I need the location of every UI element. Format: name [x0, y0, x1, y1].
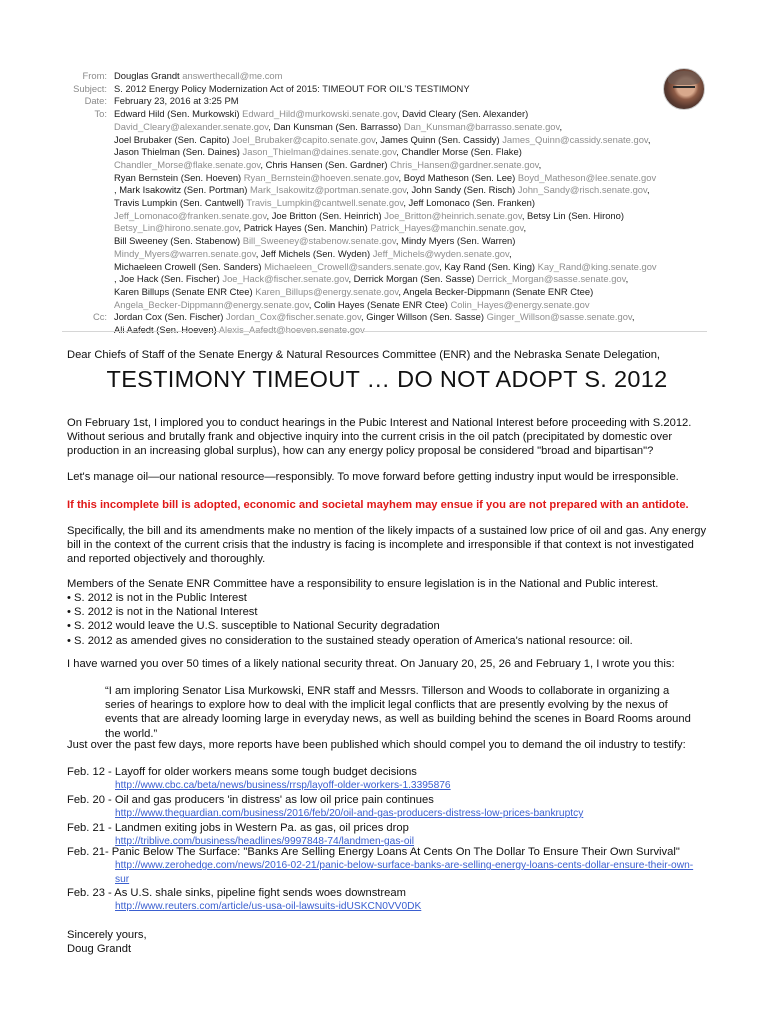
recipient-email[interactable]: Boyd_Matheson@lee.senate.gov — [517, 171, 657, 183]
report-item — [67, 886, 707, 914]
recipient-name[interactable]: Karen Billups (Senate ENR Ctee) — [114, 285, 256, 297]
closing: Sincerely yours, — [67, 929, 147, 941]
recipient-name[interactable]: , James Quinn (Sen. Cassidy) — [375, 133, 503, 145]
recipient-email[interactable]: Bill_Sweeney@stabenow.senate.gov — [242, 235, 396, 247]
recipient-line — [114, 235, 704, 248]
paragraph-1: On February 1st, I implored you to conduct hearings in the Pubic Interest and National Interest before proceeding with S.2012. Without serious and brutally frank and objective inquiry into the current crisis in the oil patch (precipitated by domestic over production in an increasing global surplus), how can any energy policy proposal be considered "broad and bipartisan"? — [67, 417, 692, 458]
recipient-email[interactable]: James_Quinn@cassidy.senate.gov — [502, 133, 648, 145]
recipient-line — [114, 121, 704, 134]
recipient-email[interactable]: Joel_Brubaker@capito.senate.gov — [232, 133, 376, 145]
report-link[interactable]: http://www.cbc.ca/beta/news/business/rrsp/layoff-older-workers-1.3395876 — [115, 780, 451, 792]
recipient-line — [114, 299, 704, 312]
recipient-email[interactable]: John_Sandy@risch.senate.gov — [517, 184, 648, 196]
date-row — [0, 95, 704, 108]
to-recipient-list[interactable] — [114, 108, 704, 311]
recipient-email[interactable]: Ryan_Bernstein@hoeven.senate.gov — [243, 171, 399, 183]
recipient-line — [114, 108, 704, 121]
recipient-email[interactable]: Jeff_Lomonaco@franken.senate.gov — [114, 209, 267, 221]
recipient-name[interactable]: , — [509, 247, 512, 259]
subject-label: Subject: — [73, 82, 107, 94]
recipient-name[interactable]: , Mark Isakowitz (Sen. Portman) — [114, 184, 250, 196]
recipient-line — [114, 184, 704, 197]
recipient-email[interactable]: Edward_Hild@murkowski.senate.gov — [242, 108, 397, 120]
recipient-name[interactable]: , — [523, 222, 527, 234]
cc-row — [0, 311, 704, 336]
recipient-line — [114, 248, 704, 261]
date-text: February 23, 2016 at 3:25 PM — [114, 95, 239, 107]
recipient-line — [114, 273, 704, 286]
recipient-name[interactable]: , Patrick Hayes (Sen. Manchin) — [238, 222, 371, 234]
avatar-hair-shape — [668, 71, 700, 85]
report-link[interactable]: http://triblive.com/business/headlines/9997848-74/landmen-gas-oil — [115, 836, 415, 848]
recipient-name[interactable]: , Derrick Morgan (Sen. Sasse) — [348, 273, 478, 285]
cc-label: Cc: — [92, 311, 107, 323]
report-link[interactable]: http://www.theguardian.com/business/2016/feb/20/oil-and-gas-producers-distress-low-prices-bankruptcy — [115, 808, 584, 820]
recipient-name[interactable]: Joel Brubaker (Sen. Capito) — [114, 133, 233, 145]
recipient-name[interactable]: , — [538, 158, 542, 170]
recipient-name[interactable]: , Kay Rand (Sen. King) — [439, 260, 538, 272]
paragraph-6: Just over the past few days, more reports have been published which should compel you to demand the oil industry to testify: — [67, 739, 686, 751]
recipient-email[interactable]: David_Cleary@alexander.senate.gov — [114, 120, 269, 132]
recipient-email[interactable]: Colin_Hayes@energy.senate.gov — [450, 298, 590, 310]
recipient-line — [114, 311, 704, 324]
bullet-list — [67, 591, 707, 648]
recipient-email[interactable]: Betsy_Lin@hirono.senate.gov — [114, 222, 239, 234]
block-quote: “I am imploring Senator Lisa Murkowski, ENR staff and Messrs. Tillerson and Woods to collaborate in organizing a series of hearings to explore how to deal with the implicit legal conflicts that are presently evolving by the nexus of events that are already looming large in everyday news, as well as building behind the scenes in Board Rooms around the world.” — [105, 685, 691, 740]
recipient-email[interactable]: Mindy_Myers@warren.senate.gov — [114, 247, 256, 259]
recipient-name[interactable]: , Angela Becker-Dippmann (Senate ENR Ctee) — [398, 285, 594, 297]
recipient-email[interactable]: Alexis_Aafedt@hoeven.senate.gov — [218, 324, 365, 335]
recipient-name[interactable]: , Boyd Matheson (Sen. Lee) — [398, 171, 518, 183]
recipient-email[interactable]: Dan_Kunsman@barrasso.senate.gov — [403, 120, 560, 132]
recipient-name[interactable]: , Joe Hack (Sen. Fischer) — [114, 273, 223, 285]
warning-text: If this incomplete bill is adopted, economic and societal mayhem may ensue if you are not prepared with an antidote. — [67, 499, 689, 511]
recipient-line — [114, 261, 704, 274]
sender-avatar — [663, 68, 705, 110]
recipient-name[interactable]: , Betsy Lin (Sen. Hirono) — [521, 209, 624, 221]
recipient-email[interactable]: Jeff_Michels@wyden.senate.gov — [372, 247, 510, 259]
recipient-email[interactable]: Patrick_Hayes@manchin.senate.gov — [370, 222, 524, 234]
salutation: Dear Chiefs of Staff of the Senate Energy & Natural Resources Committee (ENR) and the Nebraska Senate Delegation, — [67, 349, 661, 361]
recipient-email[interactable]: Mark_Isakowitz@portman.senate.gov — [249, 184, 407, 196]
recipient-name[interactable]: , John Sandy (Sen. Risch) — [406, 184, 518, 196]
recipient-email[interactable]: Jordan_Cox@fischer.senate.gov — [226, 311, 361, 323]
header-divider — [62, 331, 707, 332]
from-row — [0, 70, 704, 83]
recipient-name[interactable]: Jordan Cox (Sen. Fischer) — [114, 311, 227, 323]
bullet-item: • S. 2012 as amended gives no consideration to the sustained steady operation of America's national resource: oil. — [67, 634, 633, 647]
report-title: Feb. 20 - Oil and gas producers 'in distress' as low oil price pain continues — [67, 794, 434, 806]
recipient-name[interactable]: , — [631, 311, 635, 323]
recipient-name[interactable]: , Jeff Michels (Sen. Wyden) — [255, 247, 373, 259]
recipient-name[interactable]: , Chris Hansen (Sen. Gardner) — [260, 158, 391, 170]
report-title: Feb. 21- Panic Below The Surface: "Banks Are Selling Energy Loans At Cents On The Dollar To Ensure Their Own Survival" — [67, 846, 680, 858]
recipient-name[interactable]: Edward Hild (Sen. Murkowski) — [114, 108, 243, 120]
recipient-name[interactable]: , Joe Britton (Sen. Heinrich) — [266, 209, 385, 221]
recipient-name[interactable]: Travis Lumpkin (Sen. Cantwell) — [114, 197, 247, 209]
recipient-name[interactable]: , Mindy Myers (Sen. Warren) — [395, 235, 516, 247]
recipient-name[interactable]: , — [647, 133, 651, 145]
from-label: From: — [82, 70, 107, 81]
recipient-name[interactable]: , — [647, 184, 650, 196]
report-title: Feb. 12 - Layoff for older workers means some tough budget decisions — [67, 766, 417, 778]
subject-row — [0, 83, 704, 96]
report-item — [67, 765, 707, 793]
recipient-name[interactable]: , Jeff Lomonaco (Sen. Franken) — [403, 197, 535, 209]
report-link[interactable]: http://www.zerohedge.com/news/2016-02-21/panic-below-surface-banks-are-selling-energy-loans-cents-dollar-ensure-their-own-sur — [115, 860, 694, 886]
recipient-email[interactable]: Travis_Lumpkin@cantwell.senate.gov — [246, 197, 404, 209]
recipient-line — [114, 286, 704, 299]
recipient-name[interactable]: , Ginger Willson (Sen. Sasse) — [360, 311, 487, 323]
report-item — [67, 793, 707, 821]
recipient-line — [114, 210, 704, 223]
recipient-email[interactable]: Ginger_Willson@sasse.senate.gov — [486, 311, 632, 323]
recipient-email[interactable]: Joe_Britton@heinrich.senate.gov — [384, 209, 522, 221]
bullet-item: • S. 2012 would leave the U.S. susceptible to National Security degradation — [67, 620, 440, 633]
recipient-email[interactable]: Chris_Hansen@gardner.senate.gov — [390, 158, 539, 170]
recipient-email[interactable]: Joe_Hack@fischer.senate.gov — [222, 273, 349, 285]
recipient-name[interactable]: Ryan Bernstein (Sen. Hoeven) — [114, 171, 244, 183]
report-title: Feb. 21 - Landmen exiting jobs in Western Pa. as gas, oil prices drop — [67, 822, 409, 834]
paragraph-5: I have warned you over 50 times of a likely national security threat. On January 20, 25, 26 and February 1, I wrote you this: — [67, 658, 675, 670]
recipient-name[interactable]: , Dan Kunsman (Sen. Barrasso) — [268, 120, 404, 132]
headline: TESTIMONY TIMEOUT … DO NOT ADOPT S. 2012 — [106, 366, 668, 392]
recipient-name[interactable]: Bill Sweeney (Sen. Stabenow) — [114, 235, 243, 247]
recipient-email[interactable]: Kay_Rand@king.senate.gov — [537, 260, 657, 272]
recipient-name[interactable]: Ali Aafedt (Sen. Hoeven) — [114, 324, 219, 335]
sender-name[interactable]: Douglas Grandt — [114, 70, 180, 81]
recipient-line — [114, 134, 704, 147]
report-link[interactable]: http://www.reuters.com/article/us-usa-oil-lawsuits-idUSKCN0VV0DK — [115, 901, 422, 913]
sender-email[interactable]: answerthecall@me.com — [182, 70, 283, 81]
date-label: Date: — [84, 95, 107, 107]
paragraph-4-intro: Members of the Senate ENR Committee have a responsibility to ensure legislation is in the National and Public interest. — [67, 578, 659, 590]
recipient-name[interactable]: , David Cleary (Sen. Alexander) — [396, 108, 529, 120]
to-row — [0, 108, 704, 311]
recipient-name[interactable]: Jason Thielman (Sen. Daines) — [114, 146, 243, 158]
recipient-email[interactable]: Angela_Becker-Dippmann@energy.senate.gov — [114, 298, 309, 310]
recipient-line — [114, 159, 704, 172]
recipient-name[interactable]: , — [559, 120, 563, 132]
report-title: Feb. 23 - As U.S. shale sinks, pipeline fight sends woes downstream — [67, 887, 406, 899]
recipient-line — [114, 222, 704, 235]
subject-text: S. 2012 Energy Policy Modernization Act of 2015: TIMEOUT FOR OIL'S TESTIMONY — [114, 82, 470, 94]
recipient-name[interactable]: , Chandler Morse (Sen. Flake) — [396, 146, 522, 158]
recipient-name[interactable]: Michaeleen Crowell (Sen. Sanders) — [114, 260, 265, 272]
paragraph-3: Specifically, the bill and its amendments make no mention of the likely impacts of a sustained low price of oil and gas. Any energy bill in the context of the current crisis that the industry is facing is incomplete and irresponsible if that context is not investigated and reported objectively and thoroughly. — [67, 525, 707, 566]
recipient-email[interactable]: Derrick_Morgan@sasse.senate.gov — [477, 273, 626, 285]
recipient-email[interactable]: Jason_Thielman@daines.senate.gov — [242, 146, 397, 158]
report-item — [67, 845, 707, 888]
recipient-email[interactable]: Chandler_Morse@flake.senate.gov — [114, 158, 261, 170]
avatar-glasses-shape — [673, 86, 695, 94]
bullet-item: • S. 2012 is not in the National Interest — [67, 606, 258, 619]
recipient-email[interactable]: Michaeleen_Crowell@sanders.senate.gov — [264, 260, 440, 272]
recipient-name[interactable]: , — [625, 273, 629, 285]
recipient-line — [114, 172, 704, 185]
recipient-name[interactable]: , Colin Hayes (Senate ENR Ctee) — [308, 298, 451, 310]
signature: Doug Grandt — [67, 943, 132, 955]
recipient-line — [114, 146, 704, 159]
to-label: To: — [94, 108, 107, 120]
bullet-item: • S. 2012 is not in the Public Interest — [67, 592, 247, 604]
recipient-email[interactable]: Karen_Billups@energy.senate.gov — [255, 285, 399, 297]
paragraph-2: Let's manage oil—our national resource—responsibly. To move forward before getting industry input would be irresponsible. — [67, 471, 679, 483]
cc-recipient-list[interactable] — [114, 311, 704, 336]
recipient-line — [114, 197, 704, 210]
